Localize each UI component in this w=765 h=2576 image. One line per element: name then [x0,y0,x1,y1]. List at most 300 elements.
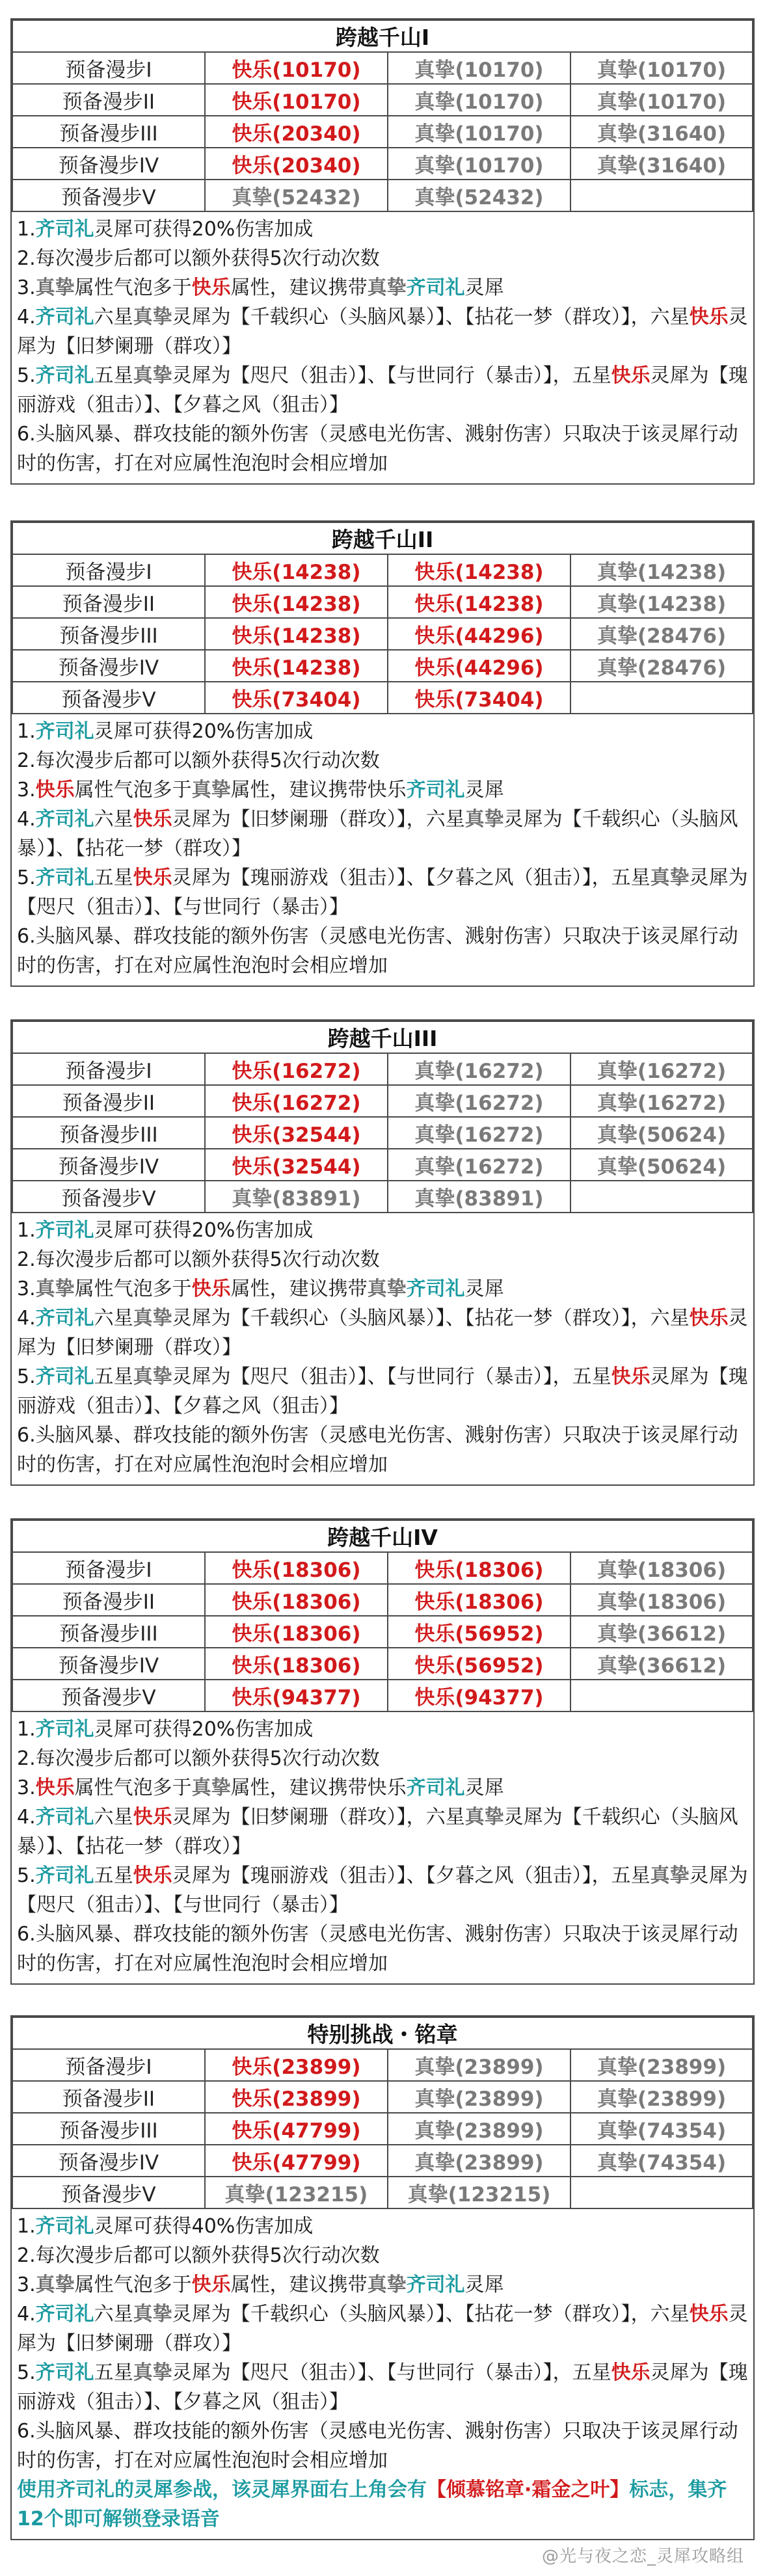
tip-fragment: 真挚 [191,779,231,801]
tip-fragment: 3. [17,276,36,299]
walk-stage-label: 预备漫步I [12,554,205,586]
table-row [12,586,753,618]
walk-stage-label: 预备漫步II [12,84,205,116]
tip-fragment: 1. [17,720,36,743]
tip-line [17,1861,749,1920]
tip-line [17,1362,749,1421]
tip-fragment: 齐司礼 [35,1307,94,1330]
tip-fragment: 灵犀为【咫尺（狙击）】、【与世同行（暴击）】 [17,1864,748,1916]
enemy-cell: 快乐(18306) [388,1584,570,1616]
tip-fragment: 齐司礼 [406,2274,465,2296]
tip-fragment: 快乐 [611,1365,651,1388]
tip-fragment: 真挚 [464,808,504,831]
tip-line [17,2300,749,2358]
tip-fragment: 快乐 [611,364,651,387]
tip-fragment: 灵犀 [464,1777,504,1799]
tip-fragment: 1. [17,2215,36,2238]
tip-fragment: 六星 [94,2303,133,2326]
tip-fragment: 五星 [94,1365,133,1388]
enemy-cell: 快乐(56952) [388,1648,570,1680]
tip-fragment: 六星 [94,306,133,329]
tip-fragment: 5. [17,1365,36,1388]
tips-block [12,1213,753,1484]
walk-stage-label: 预备漫步II [12,1085,205,1117]
tip-fragment: 快乐 [191,2274,231,2296]
enemy-cell [570,1181,753,1213]
tip-fragment: 快乐 [35,1777,75,1799]
table-row [12,2145,753,2177]
tip-line [17,1920,749,1978]
tip-line [17,2358,749,2417]
enemy-cell: 快乐(18306) [205,1552,388,1584]
enemy-cell: 真挚(123215) [388,2177,570,2208]
enemy-cell: 快乐(56952) [388,1616,570,1648]
tip-fragment: 4. [17,306,36,329]
tip-fragment: 灵犀 [464,276,504,299]
tip-fragment: 六星 [94,1806,133,1829]
enemy-cell: 快乐(16272) [205,1085,388,1117]
section-title: 跨越千山I [12,20,753,52]
walk-stage-label: 预备漫步II [12,586,205,618]
tip-fragment: 齐司礼 [35,866,94,889]
enemy-cell: 真挚(10170) [388,116,570,148]
enemy-cell: 快乐(14238) [388,554,570,586]
enemy-cell: 真挚(16272) [570,1053,753,1085]
enemy-cell: 真挚(14238) [570,554,753,586]
enemy-cell: 快乐(14238) [205,618,388,650]
enemy-cell: 快乐(73404) [205,682,388,714]
walk-stage-label: 预备漫步II [12,1584,205,1616]
tip-fragment: 齐司礼 [35,2361,94,2384]
tip-fragment: 真挚 [133,1365,172,1388]
enemy-cell: 真挚(36612) [570,1648,753,1680]
tip-fragment: 灵犀为【旧梦阑珊（群攻）】，六星 [172,1806,465,1829]
tip-fragment: 2.每次漫步后都可以额外获得5次行动次数 [17,2244,380,2267]
tip-fragment: 真挚 [367,2274,407,2296]
table-row [12,1648,753,1680]
walk-stage-label: 预备漫步I [12,1552,205,1584]
enemy-cell: 真挚(23899) [388,2081,570,2113]
tip-line [17,361,749,420]
enemy-cell: 真挚(23899) [570,2081,753,2113]
tip-fragment: 真挚 [650,866,690,889]
tip-fragment: 齐司礼 [35,808,94,831]
tip-line [17,1304,749,1362]
tip-line [17,1744,749,1773]
tip-fragment: 5. [17,364,36,387]
tip-fragment: 灵犀为【千载织心（头脑风暴）】、【拈花一梦（群攻）】，六星 [172,306,690,329]
tip-fragment: 齐司礼 [406,276,465,299]
tip-fragment: 真挚 [35,1278,75,1300]
tip-fragment: 灵犀可获得20%伤害加成 [94,218,314,241]
tip-fragment: 灵犀 [464,779,504,801]
enemy-cell: 快乐(44296) [388,618,570,650]
tip-fragment: 齐司礼 [406,1278,465,1300]
enemy-cell: 真挚(23899) [570,2049,753,2081]
tip-fragment: 标志，集齐12个即可解锁登录语音 [17,2478,727,2530]
enemy-cell [570,180,753,211]
tip-fragment: 灵犀可获得20%伤害加成 [94,720,314,743]
tip-fragment: 灵犀为【瑰丽游戏（狙击）】、【夕暮之风（狙击）】，五星 [172,866,651,889]
tip-fragment: 快乐 [689,1307,729,1330]
tip-fragment: 2.每次漫步后都可以额外获得5次行动次数 [17,1248,380,1271]
enemy-cell: 真挚(18306) [570,1552,753,1584]
tip-fragment: 灵犀 [464,1278,504,1300]
tips-block [12,1712,753,1983]
enemy-cell: 真挚(31640) [570,116,753,148]
walk-stage-label: 预备漫步IV [12,1149,205,1181]
tip-line [17,2241,749,2270]
tip-fragment: 灵犀为【瑰丽游戏（狙击）】、【夕暮之风（狙击）】 [17,1365,748,1417]
tip-fragment: 5. [17,1864,36,1887]
tip-fragment: 真挚 [367,276,407,299]
tips-block [12,2209,753,2539]
table-row [12,1616,753,1648]
walk-stage-label: 预备漫步II [12,2081,205,2113]
enemy-cell: 快乐(32544) [205,1117,388,1149]
enemy-cell: 真挚(16272) [388,1149,570,1181]
tip-fragment: 灵犀为【千载织心（头脑风暴）】、【拈花一梦（群攻）】 [17,1806,738,1858]
tip-line [17,273,749,302]
table-row [12,52,753,84]
walk-table [12,20,753,212]
tip-fragment: 灵犀为【瑰丽游戏（狙击）】、【夕暮之风（狙击）】 [17,364,748,416]
tip-fragment: 真挚 [133,2361,172,2384]
tip-fragment: 齐司礼 [35,2215,94,2238]
tip-fragment: 快乐 [191,1278,231,1300]
walk-stage-label: 预备漫步III [12,1616,205,1648]
tip-fragment: 真挚 [133,306,172,329]
table-row [12,180,753,211]
tip-fragment: 齐司礼 [35,1365,94,1388]
tip-line [17,1274,749,1304]
tip-fragment: 属性，建议携带 [230,276,368,299]
tip-fragment: 快乐 [35,779,75,801]
tip-line [17,244,749,273]
tip-fragment: 1. [17,1219,36,1242]
tip-fragment: 【倾慕铭章·霜金之叶】 [427,2478,630,2501]
tip-fragment: 属性气泡多于 [74,2274,192,2296]
enemy-cell: 快乐(23899) [205,2081,388,2113]
enemy-cell: 快乐(14238) [205,586,388,618]
enemy-cell: 真挚(52432) [388,180,570,211]
tip-fragment: 灵犀为【千载织心（头脑风暴）】、【拈花一梦（群攻）】，六星 [172,2303,690,2326]
tip-fragment: 齐司礼 [35,1864,94,1887]
tip-fragment: 齐司礼 [406,779,465,801]
tip-line [17,1773,749,1803]
tip-fragment: 真挚 [650,1864,690,1887]
enemy-cell: 真挚(23899) [388,2113,570,2145]
tip-fragment: 4. [17,2303,36,2326]
tip-fragment: 齐司礼 [35,306,94,329]
section-card [10,2015,755,2540]
tip-fragment: 齐司礼 [35,2303,94,2326]
tip-fragment: 6.头脑风暴、群攻技能的额外伤害（灵感电光伤害、溅射伤害）只取决于该灵犀行动时的伤害，打在对应属性泡泡时会相应增加 [17,423,738,475]
enemy-cell: 真挚(50624) [570,1149,753,1181]
section-card [10,18,755,485]
watermark: @光与夜之恋_灵犀攻略组 [541,2547,744,2566]
tip-fragment: 快乐 [689,306,729,329]
tips-block [12,212,753,483]
tip-fragment: 快乐 [133,808,172,831]
tips-block [12,714,753,986]
tip-line [17,775,749,805]
walk-stage-label: 预备漫步V [12,682,205,714]
tip-fragment: 快乐 [133,866,172,889]
enemy-cell [570,2177,753,2208]
enemy-cell: 快乐(23899) [205,2049,388,2081]
tip-fragment: 齐司礼 [35,1219,94,1242]
tip-fragment: 快乐 [611,2361,651,2384]
tip-fragment: 灵犀为【千载织心（头脑风暴）】、【拈花一梦（群攻）】 [17,808,738,860]
table-row [12,1149,753,1181]
table-row [12,554,753,586]
table-row [12,1584,753,1616]
tip-fragment: 使用齐司礼的灵犀参战，该灵犀界面右上角会有 [17,2478,427,2501]
walk-stage-label: 预备漫步III [12,2113,205,2145]
enemy-cell: 快乐(20340) [205,116,388,148]
walk-stage-label: 预备漫步IV [12,650,205,682]
tip-fragment: 5. [17,866,36,889]
tip-fragment: 灵犀为【旧梦阑珊（群攻）】 [17,306,748,358]
section-title: 特别挑战・铭章 [12,2017,753,2049]
tip-fragment: 快乐 [133,1864,172,1887]
section-title: 跨越千山II [12,522,753,554]
tip-fragment: 2.每次漫步后都可以额外获得5次行动次数 [17,1747,380,1770]
tip-fragment: 属性，建议携带快乐 [230,1777,407,1799]
enemy-cell: 真挚(10170) [388,52,570,84]
tip-line [17,922,749,980]
enemy-cell: 真挚(10170) [388,148,570,180]
enemy-cell: 快乐(14238) [388,586,570,618]
tip-line [17,215,749,244]
walk-stage-label: 预备漫步I [12,52,205,84]
enemy-cell: 真挚(10170) [388,84,570,116]
section-card [10,1518,755,1985]
enemy-cell: 快乐(47799) [205,2113,388,2145]
table-row [12,148,753,180]
tip-fragment: 五星 [94,2361,133,2384]
tip-fragment: 灵犀可获得20%伤害加成 [94,1718,314,1741]
tip-fragment: 灵犀 [464,2274,504,2296]
tip-fragment: 齐司礼 [35,218,94,241]
tip-fragment: 快乐 [191,276,231,299]
tip-line [17,420,749,478]
table-row [12,84,753,116]
enemy-cell: 快乐(47799) [205,2145,388,2177]
section-title: 跨越千山IV [12,1520,753,1552]
table-row [12,1085,753,1117]
tip-fragment: 真挚 [367,1278,407,1300]
tip-line [17,863,749,922]
tip-fragment: 灵犀为【咫尺（狙击）】、【与世同行（暴击）】 [17,866,748,919]
tip-fragment: 4. [17,1307,36,1330]
tip-fragment: 齐司礼 [35,364,94,387]
enemy-cell: 真挚(36612) [570,1616,753,1648]
section-title: 跨越千山III [12,1021,753,1053]
tip-fragment: 五星 [94,1864,133,1887]
enemy-cell: 真挚(18306) [570,1584,753,1616]
walk-stage-label: 预备漫步I [12,1053,205,1085]
enemy-cell: 真挚(28476) [570,618,753,650]
enemy-cell: 快乐(32544) [205,1149,388,1181]
enemy-cell: 快乐(14238) [205,554,388,586]
tip-fragment: 1. [17,1718,36,1741]
tip-fragment: 4. [17,1806,36,1829]
tip-fragment: 快乐 [689,2303,729,2326]
tip-line [17,717,749,746]
enemy-cell: 真挚(50624) [570,1117,753,1149]
table-row [12,2081,753,2113]
section-card [10,520,755,987]
enemy-cell: 真挚(52432) [205,180,388,211]
tip-fragment: 灵犀可获得20%伤害加成 [94,1219,314,1242]
enemy-cell: 快乐(18306) [205,1584,388,1616]
enemy-cell: 快乐(20340) [205,148,388,180]
tip-fragment: 灵犀为【旧梦阑珊（群攻）】 [17,1307,748,1359]
tip-fragment: 2.每次漫步后都可以额外获得5次行动次数 [17,247,380,270]
tip-line [17,2417,749,2475]
enemy-cell: 快乐(10170) [205,84,388,116]
enemy-cell: 真挚(16272) [388,1117,570,1149]
enemy-cell: 真挚(16272) [570,1085,753,1117]
enemy-cell [570,682,753,714]
enemy-cell: 真挚(123215) [205,2177,388,2208]
tip-fragment: 属性气泡多于 [74,1777,192,1799]
tip-fragment: 3. [17,2274,36,2296]
tip-fragment: 齐司礼 [35,720,94,743]
walk-stage-label: 预备漫步III [12,1117,205,1149]
tip-fragment: 真挚 [464,1806,504,1829]
table-row [12,1552,753,1584]
walk-table [12,522,753,714]
table-row [12,1117,753,1149]
tip-fragment: 3. [17,1278,36,1300]
tip-fragment: 3. [17,1777,36,1799]
tip-fragment: 真挚 [133,1307,172,1330]
tip-fragment: 5. [17,2361,36,2384]
enemy-cell: 真挚(74354) [570,2113,753,2145]
enemy-cell: 真挚(16272) [388,1085,570,1117]
table-row [12,682,753,714]
enemy-cell: 真挚(31640) [570,148,753,180]
tip-fragment: 属性，建议携带 [230,1278,368,1300]
table-row [12,2049,753,2081]
enemy-cell: 快乐(18306) [205,1648,388,1680]
tip-fragment: 真挚 [35,2274,75,2296]
tip-fragment: 灵犀为【旧梦阑珊（群攻）】，六星 [172,808,465,831]
enemy-cell: 快乐(10170) [205,52,388,84]
tip-fragment: 属性，建议携带 [230,2274,368,2296]
tip-fragment: 2.每次漫步后都可以额外获得5次行动次数 [17,749,380,772]
tip-fragment: 6.头脑风暴、群攻技能的额外伤害（灵感电光伤害、溅射伤害）只取决于该灵犀行动时的伤害，打在对应属性泡泡时会相应增加 [17,925,738,977]
enemy-cell: 快乐(18306) [388,1552,570,1584]
enemy-cell: 快乐(18306) [205,1616,388,1648]
enemy-cell: 真挚(10170) [570,84,753,116]
tip-fragment: 齐司礼 [35,1806,94,1829]
tip-fragment: 五星 [94,364,133,387]
tip-fragment: 3. [17,779,36,801]
enemy-cell: 快乐(44296) [388,650,570,682]
walk-stage-label: 预备漫步I [12,2049,205,2081]
enemy-cell: 真挚(83891) [388,1181,570,1213]
tip-fragment: 真挚 [35,276,75,299]
tip-fragment: 真挚 [191,1777,231,1799]
tip-fragment: 齐司礼 [406,1777,465,1799]
tip-line [17,302,749,361]
tip-fragment: 6.头脑风暴、群攻技能的额外伤害（灵感电光伤害、溅射伤害）只取决于该灵犀行动时的伤害，打在对应属性泡泡时会相应增加 [17,1424,738,1476]
enemy-cell: 真挚(74354) [570,2145,753,2177]
table-row [12,2113,753,2145]
tip-line [17,1216,749,1245]
tip-fragment: 灵犀为【瑰丽游戏（狙击）】、【夕暮之风（狙击）】 [17,2361,748,2413]
tip-fragment: 属性气泡多于 [74,779,192,801]
tip-fragment: 4. [17,808,36,831]
tip-fragment: 属性气泡多于 [74,276,192,299]
tip-fragment: 属性，建议携带快乐 [230,779,407,801]
table-row [12,1181,753,1213]
walk-stage-label: 预备漫步V [12,1181,205,1213]
tip-line [17,2212,749,2241]
walk-stage-label: 预备漫步IV [12,1648,205,1680]
tip-fragment: 真挚 [133,364,172,387]
table-row [12,116,753,148]
enemy-cell: 真挚(83891) [205,1181,388,1213]
tip-fragment: 灵犀为【咫尺（狙击）】、【与世同行（暴击）】，五星 [172,364,611,387]
tip-line [17,805,749,863]
enemy-cell: 真挚(23899) [388,2049,570,2081]
walk-stage-label: 预备漫步V [12,2177,205,2208]
table-row [12,650,753,682]
walk-stage-label: 预备漫步IV [12,148,205,180]
table-row [12,1680,753,1711]
tip-line [17,1421,749,1479]
table-row [12,618,753,650]
enemy-cell: 真挚(10170) [570,52,753,84]
tip-line [17,1245,749,1274]
table-row [12,2177,753,2208]
walk-stage-label: 预备漫步V [12,1680,205,1711]
tip-fragment: 六星 [94,1307,133,1330]
enemy-cell: 快乐(16272) [205,1053,388,1085]
enemy-cell: 快乐(94377) [205,1680,388,1711]
tip-fragment: 灵犀为【旧梦阑珊（群攻）】 [17,2303,748,2355]
enemy-cell: 真挚(28476) [570,650,753,682]
walk-stage-label: 预备漫步III [12,618,205,650]
tip-fragment: 齐司礼 [35,1718,94,1741]
enemy-cell [570,1680,753,1711]
table-row [12,1053,753,1085]
tip-fragment: 灵犀为【瑰丽游戏（狙击）】、【夕暮之风（狙击）】，五星 [172,1864,651,1887]
walk-stage-label: 预备漫步V [12,180,205,211]
tip-fragment: 6.头脑风暴、群攻技能的额外伤害（灵感电光伤害、溅射伤害）只取决于该灵犀行动时的伤害，打在对应属性泡泡时会相应增加 [17,1923,738,1975]
enemy-cell: 真挚(23899) [388,2145,570,2177]
badge-tip [17,2475,749,2534]
tip-line [17,1715,749,1744]
walk-table [12,2017,753,2209]
tip-fragment: 灵犀为【千载织心（头脑风暴）】、【拈花一梦（群攻）】，六星 [172,1307,690,1330]
tip-fragment: 属性气泡多于 [74,1278,192,1300]
tip-line [17,2270,749,2300]
walk-stage-label: 预备漫步III [12,116,205,148]
enemy-cell: 快乐(94377) [388,1680,570,1711]
tip-line [17,1803,749,1861]
tip-fragment: 6.头脑风暴、群攻技能的额外伤害（灵感电光伤害、溅射伤害）只取决于该灵犀行动时的伤害，打在对应属性泡泡时会相应增加 [17,2420,738,2472]
tip-fragment: 灵犀可获得40%伤害加成 [94,2215,314,2238]
section-card [10,1019,755,1486]
enemy-cell: 快乐(14238) [205,650,388,682]
tip-line [17,746,749,775]
